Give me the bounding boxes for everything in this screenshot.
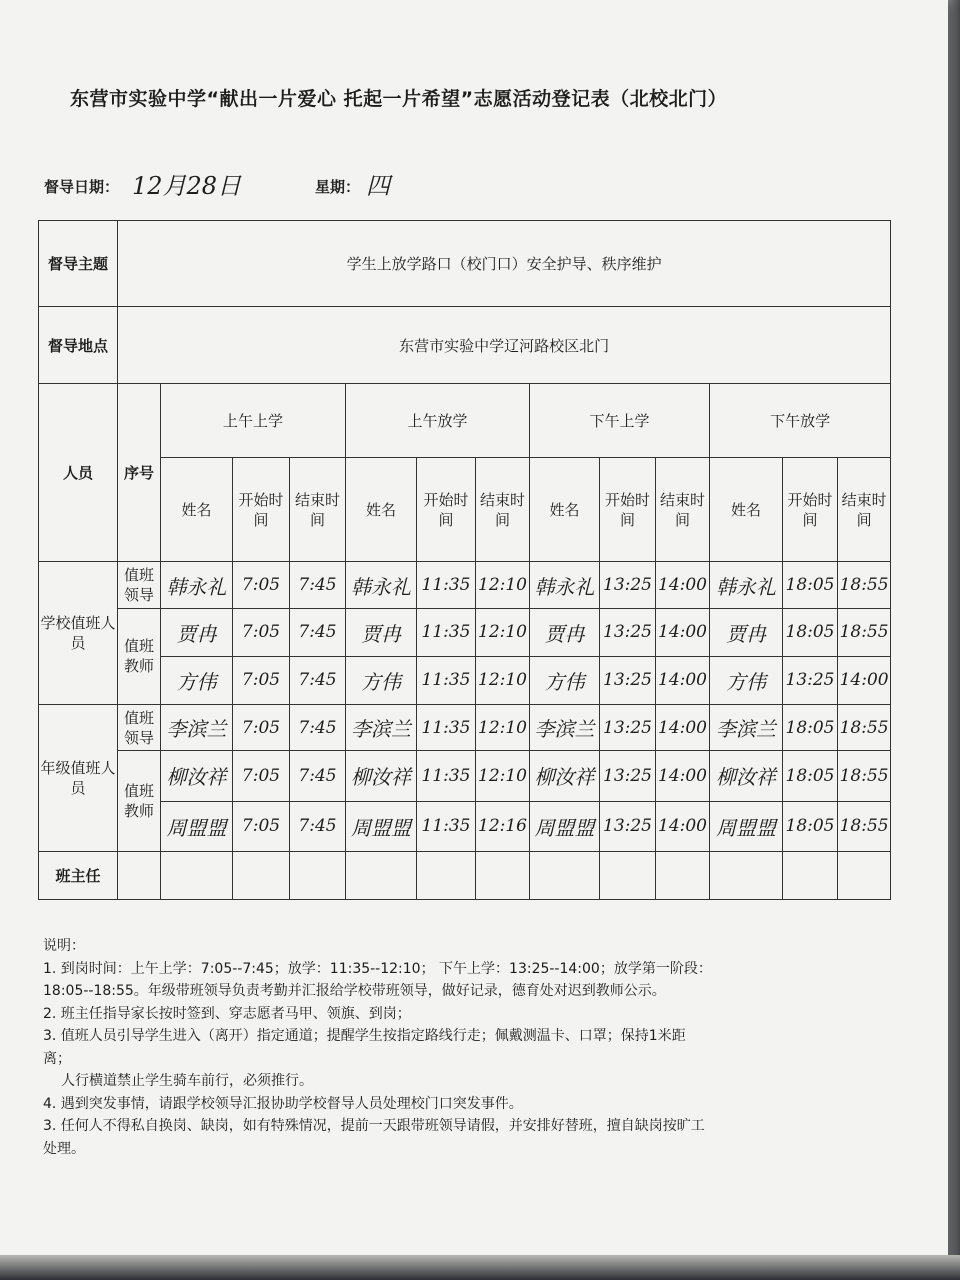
table-row [39, 751, 891, 801]
notes-line: 离； [43, 1050, 71, 1067]
time-value: 13:25 [785, 670, 835, 691]
time-value: 13:25 [603, 816, 652, 837]
signature: 李滨兰 [166, 717, 227, 742]
homeroom-row [39, 851, 891, 899]
date-label: 督导日期： [44, 178, 120, 196]
notes-line: 18:05--18:55。年级带班领导负责考勤并汇报给学校带班领导，做好记录，德育处对迟到教师公示。 [43, 983, 666, 999]
notes-line: 1. 到岗时间：上午上学：7:05--7:45；放学：11:35--12:10； 下午上学：13:25--14:00；放学第一阶段： [43, 960, 712, 977]
signature: 贾冉 [544, 621, 585, 646]
seq-label: 序号 [118, 383, 161, 562]
signature: 方伟 [361, 669, 401, 694]
notes-line: 处理。 [43, 1140, 85, 1157]
location-value: 东营市实验中学辽河路校区北门 [118, 307, 891, 383]
time-value: 11:35 [421, 717, 471, 738]
time-value: 11:35 [421, 816, 471, 837]
time-value: 7:05 [241, 765, 281, 786]
signature: 周盟盟 [716, 815, 776, 840]
time-value: 11:35 [421, 670, 471, 691]
signature: 方伟 [544, 669, 585, 694]
table-row [39, 705, 891, 751]
time-value: 11:35 [421, 765, 471, 786]
table-row [39, 801, 891, 851]
period-am-arrive: 上午上学 [161, 383, 346, 457]
time-value: 13:25 [603, 765, 652, 786]
notes-line: 3. 值班人员引导学生进入（离开）指定通道；提醒学生按指定路线行走；佩戴测温卡、口罩；保持1米距 [43, 1028, 686, 1044]
notes-line: 2. 班主任指导家长按时签到、穿志愿者马甲、领旗、到岗； [43, 1005, 411, 1022]
time-value: 7:45 [298, 765, 337, 786]
notes-heading: 说明： [43, 938, 85, 954]
col-end: 结束时间 [476, 458, 530, 562]
col-name: 姓名 [161, 458, 233, 562]
period-header-row [39, 383, 891, 457]
homeroom-label: 班主任 [39, 851, 118, 899]
time-value: 18:05 [785, 816, 835, 837]
weekday-value: 四 [366, 172, 390, 200]
period-pm-leave: 下午放学 [710, 383, 891, 457]
table-row [39, 562, 891, 608]
topic-row [39, 221, 891, 307]
time-value: 7:45 [298, 670, 337, 691]
signature: 贾冉 [726, 621, 766, 646]
col-start: 开始时间 [417, 458, 476, 562]
role-label: 值班教师 [118, 608, 161, 704]
location-row [39, 307, 891, 383]
time-value: 7:05 [241, 670, 281, 691]
registration-table [38, 220, 891, 900]
col-start: 开始时间 [783, 458, 838, 562]
time-value: 18:05 [785, 622, 835, 643]
signature: 李滨兰 [716, 717, 776, 742]
signature: 方伟 [726, 669, 766, 694]
col-name: 姓名 [530, 458, 600, 562]
topic-label: 督导主题 [39, 221, 118, 307]
time-value: 18:55 [839, 765, 889, 786]
period-am-leave: 上午放学 [346, 383, 530, 457]
signature: 韩永礼 [351, 574, 411, 599]
time-value: 13:25 [603, 670, 652, 691]
time-value: 12:16 [478, 816, 527, 837]
school-group-label: 学校值班人员 [39, 562, 118, 705]
time-value: 14:00 [839, 670, 889, 691]
role-label: 值班领导 [118, 562, 161, 608]
time-value: 13:25 [603, 717, 652, 738]
time-value: 13:25 [603, 622, 652, 643]
signature: 贾冉 [361, 621, 401, 646]
time-value: 13:25 [603, 575, 652, 596]
time-value: 18:05 [785, 717, 835, 738]
time-value: 7:05 [241, 717, 281, 738]
weekday-label: 星期： [315, 178, 361, 196]
signature: 柳汝祥 [716, 765, 776, 790]
col-name: 姓名 [710, 458, 783, 562]
col-start: 开始时间 [233, 458, 290, 562]
grade-group-label: 年级值班人员 [39, 705, 118, 852]
time-value: 14:00 [658, 622, 707, 643]
table-surface-edge [0, 1255, 960, 1280]
notes-section [43, 935, 903, 1160]
time-value: 12:10 [478, 622, 527, 643]
column-header-row [39, 458, 891, 562]
time-value: 18:05 [785, 765, 835, 786]
notes-line: 3. 任何人不得私自换岗、缺岗，如有特殊情况，提前一天跟带班领导请假，并安排好替班，擅自缺岗按旷工 [43, 1118, 705, 1134]
signature: 柳汝祥 [534, 765, 595, 790]
time-value: 14:00 [658, 765, 707, 786]
table-row [39, 608, 891, 656]
notes-line: 人行横道禁止学生骑车前行，必须推行。 [61, 1073, 313, 1089]
location-label: 督导地点 [39, 307, 118, 383]
role-label: 值班领导 [118, 705, 161, 751]
topic-value: 学生上放学路口（校门口）安全护导、秩序维护 [118, 221, 891, 307]
notes-line: 4. 遇到突发事情，请跟学校领导汇报协助学校督导人员处理校门口突发事件。 [43, 1095, 523, 1112]
col-name: 姓名 [346, 458, 417, 562]
signature: 柳汝祥 [166, 765, 227, 790]
signature: 李滨兰 [534, 717, 595, 742]
time-value: 7:45 [298, 816, 337, 837]
time-value: 7:05 [241, 622, 281, 643]
time-value: 12:10 [478, 575, 527, 596]
time-value: 7:45 [298, 575, 337, 596]
time-value: 18:55 [839, 622, 889, 643]
time-value: 18:05 [785, 575, 835, 596]
signature: 方伟 [176, 669, 217, 694]
signature: 李滨兰 [351, 717, 411, 742]
role-label: 值班教师 [118, 751, 161, 851]
signature: 周盟盟 [166, 815, 227, 840]
time-value: 14:00 [658, 575, 707, 596]
time-value: 11:35 [421, 622, 471, 643]
signature: 柳汝祥 [351, 765, 411, 790]
time-value: 18:55 [839, 575, 889, 596]
col-end: 结束时间 [656, 458, 710, 562]
time-value: 18:55 [839, 816, 889, 837]
table-row [39, 656, 891, 704]
col-start: 开始时间 [600, 458, 656, 562]
signature: 韩永礼 [716, 574, 776, 599]
col-end: 结束时间 [290, 458, 346, 562]
time-value: 14:00 [658, 816, 707, 837]
signature: 韩永礼 [166, 574, 227, 599]
period-pm-arrive: 下午上学 [530, 383, 710, 457]
date-value: 12月28日 [132, 172, 242, 200]
signature: 周盟盟 [351, 815, 411, 840]
time-value: 7:05 [241, 816, 281, 837]
staff-label: 人员 [39, 383, 118, 562]
time-value: 7:05 [241, 575, 281, 596]
time-value: 12:10 [478, 670, 527, 691]
signature: 韩永礼 [534, 574, 595, 599]
col-end: 结束时间 [838, 458, 891, 562]
signature: 周盟盟 [534, 815, 595, 840]
time-value: 7:45 [298, 622, 337, 643]
time-value: 14:00 [658, 670, 707, 691]
time-value: 18:55 [839, 717, 889, 738]
time-value: 14:00 [658, 717, 707, 738]
signature: 贾冉 [176, 621, 217, 646]
form-title: 东营市实验中学“献出一片爱心 托起一片希望”志愿活动登记表（北校北门） [70, 88, 728, 110]
time-value: 11:35 [421, 575, 471, 596]
time-value: 12:10 [478, 717, 527, 738]
time-value: 12:10 [478, 765, 527, 786]
time-value: 7:45 [298, 717, 337, 738]
